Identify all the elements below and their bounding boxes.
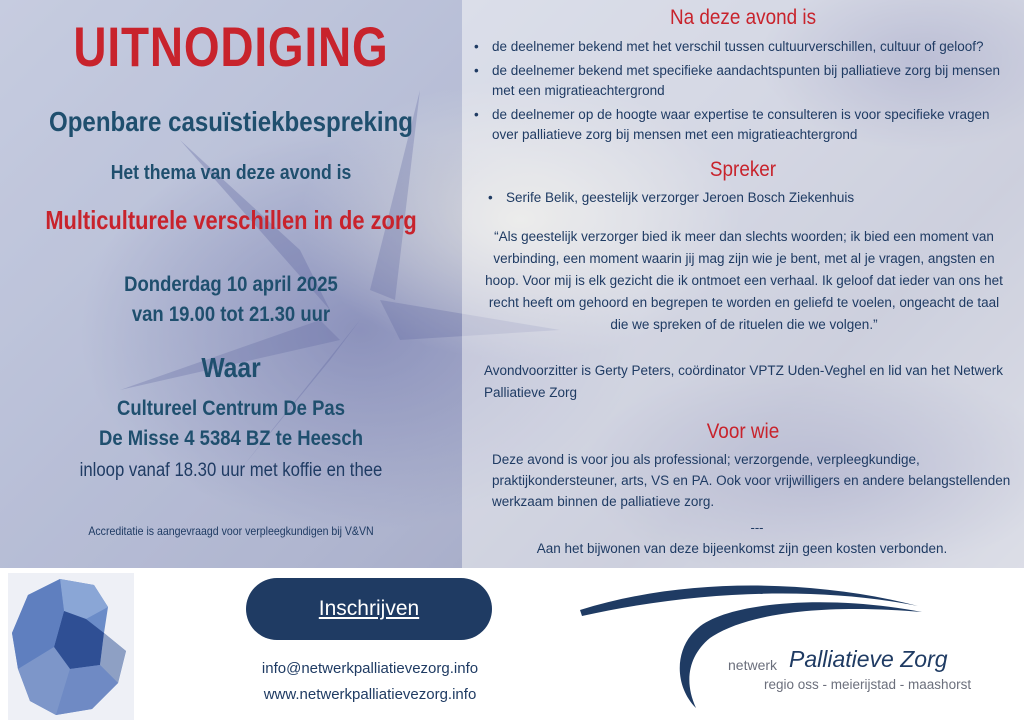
venue-name: Cultureel Centrum De Pas xyxy=(116,397,345,420)
time-line: van 19.00 tot 21.30 uur xyxy=(131,303,331,326)
logo-brand-text: Palliatieve Zorg xyxy=(789,646,948,672)
list-item: • Serife Belik, geestelijk verzorger Jeroen Bosch Ziekenhuis xyxy=(470,188,1018,208)
learning-goals-list xyxy=(470,37,1018,149)
theme-label: Het thema van deze avond is xyxy=(110,162,352,184)
list-item: • de deelnemer op de hoogte waar expertise te consulteren is voor specifieke vragen over palliatieve zorg bij mensen met een migratieachtergrond xyxy=(470,105,1018,145)
region-map-icon xyxy=(8,573,134,720)
speaker-heading: Spreker xyxy=(709,158,777,181)
event-subtitle: Openbare casuïstiekbespreking xyxy=(48,106,414,137)
speaker-quote: “Als geestelijk verzorger bied ik meer dan slechts woorden; ik bied een moment van verbinding, een moment waarin jij mag zijn wie je bent, met al je vragen, angsten en hoop. Voor mij is elk gezicht die ik ontmoet een verhaal. Ik geloof dat ieder van ons het recht heeft om gehoord en begrepen te worden en geliefd te voelen, ongeacht de taal die we spreken of de rituelen die we volgen.” xyxy=(485,229,1003,332)
venue-street: De Misse 4 5384 BZ te Heesch xyxy=(99,427,363,450)
audience-heading: Voor wie xyxy=(706,420,780,443)
separator: --- xyxy=(750,520,764,535)
walk-in-note: inloop vanaf 18.30 uur met koffie en thee xyxy=(79,460,383,481)
accreditation-note: Accreditatie is aangevraagd voor verpleegkundigen bij V&VN xyxy=(88,524,374,538)
list-item: • de deelnemer bekend met specifieke aandachtspunten bij palliatieve zorg bij mensen met een migratieachtergrond xyxy=(470,61,1018,101)
register-button[interactable]: Inschrijven xyxy=(246,578,492,640)
list-item: • de deelnemer bekend met het verschil tussen cultuurverschillen, cultuur of geloof? xyxy=(470,37,1018,57)
audience-text: Deze avond is voor jou als professional; verzorgende, verpleegkundige, praktijkondersteuner, arts, VS en PA. Ook voor vrijwilligers en andere belangstellenden werkzaam binnen de palliatieve zorg. xyxy=(492,452,1011,509)
logo-network-text: netwerk xyxy=(728,657,778,673)
contact-website[interactable]: www.netwerkpalliatievezorg.info xyxy=(263,686,477,703)
speaker-list xyxy=(470,188,1018,208)
costs-note: Aan het bijwonen van deze bijeenkomst zijn geen kosten verbonden. xyxy=(536,541,948,556)
learning-goals-heading: Na deze avond is xyxy=(669,6,817,29)
event-date xyxy=(28,270,435,330)
venue-address xyxy=(28,394,435,454)
contact-email[interactable]: info@netwerkpalliatievezorg.info xyxy=(261,660,479,677)
chair-note: Avondvoorzitter is Gerty Peters, coördinator VPTZ Uden-Veghel en lid van het Netwerk Palliatieve Zorg xyxy=(484,363,1003,400)
location-heading: Waar xyxy=(201,352,261,383)
page-title: UITNODIGING xyxy=(73,15,389,78)
date-line: Donderdag 10 april 2025 xyxy=(124,273,338,296)
logo-region-text: regio oss - meierijstad - maashorst xyxy=(764,677,972,692)
theme-title: Multiculturele verschillen in de zorg xyxy=(45,205,417,235)
